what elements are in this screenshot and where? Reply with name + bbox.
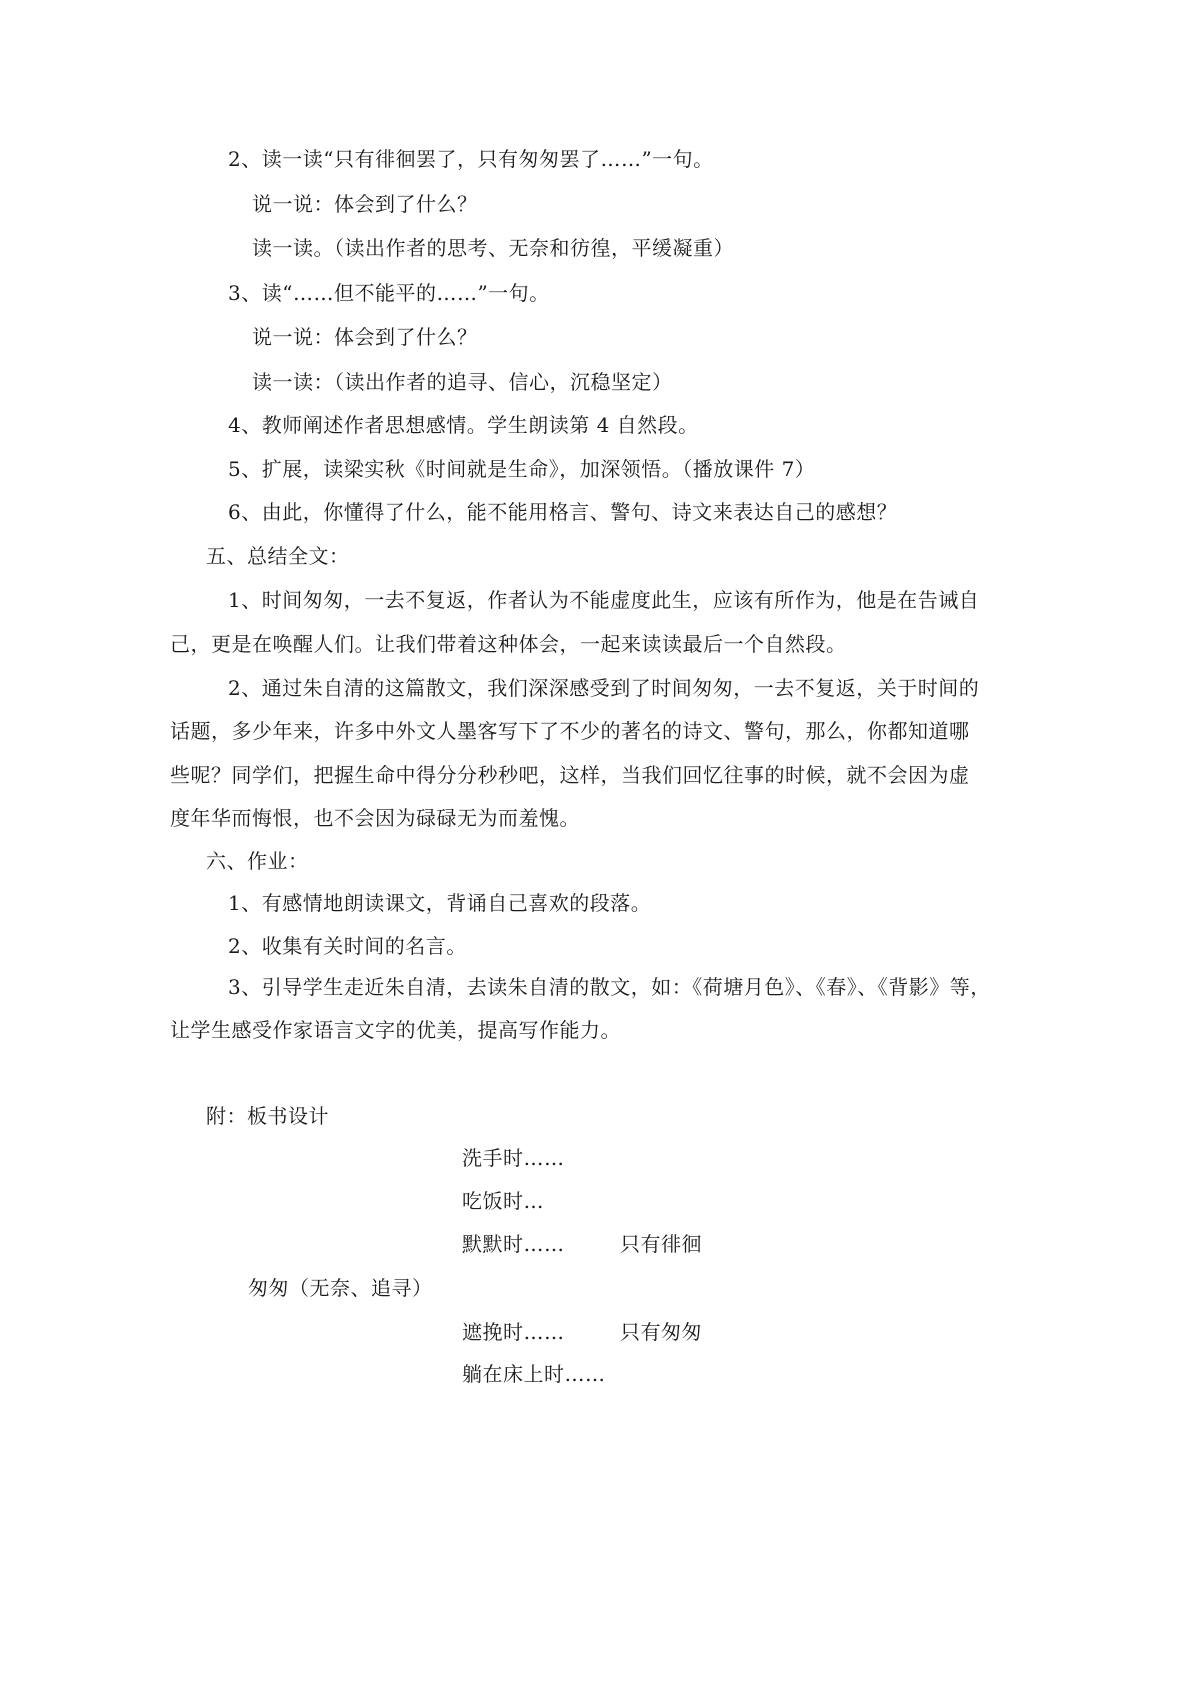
item-3-read: 读一读：（读出作者的追寻、信心，沉稳坚定） <box>252 370 673 394</box>
board-center-title: 匆匆（无奈、追寻） <box>248 1276 433 1300</box>
item-3-text: 3、读“……但不能平的……”一句。 <box>228 281 550 305</box>
summary-p1-line2: 己，更是在唤醒人们。让我们带着这种体会，一起来读读最后一个自然段。 <box>170 632 847 656</box>
section-6-heading: 六、作业： <box>206 849 309 873</box>
homework-1: 1、有感情地朗读课文，背诵自己喜欢的段落。 <box>228 891 652 915</box>
item-3-say: 说一说：体会到了什么？ <box>252 325 478 349</box>
summary-p1-line1: 1、时间匆匆，一去不复返，作者认为不能虚度此生，应该有所作为，他是在告诫自 <box>228 588 980 612</box>
board-item-wash-hands: 洗手时…… <box>462 1146 565 1170</box>
item-2-say: 说一说：体会到了什么？ <box>252 192 478 216</box>
summary-p2-line2: 话题，多少年来，许多中外文人墨客写下了不少的著名的诗文、警句，那么，你都知道哪 <box>170 719 970 743</box>
board-label-hurry: 只有匆匆 <box>620 1320 702 1344</box>
homework-3-line2: 让学生感受作家语言文字的优美，提高写作能力。 <box>170 1018 621 1042</box>
summary-p2-line3: 些呢？同学们，把握生命中得分分秒秒吧，这样，当我们回忆往事的时候，就不会因为虚 <box>170 763 970 787</box>
item-6-text: 6、由此，你懂得了什么，能不能用格言、警句、诗文来表达自己的感想？ <box>228 500 898 524</box>
section-5-heading: 五、总结全文： <box>206 544 350 568</box>
board-item-cover: 遮挽时…… <box>462 1320 565 1344</box>
item-2-read: 读一读。（读出作者的思考、无奈和彷徨，平缓凝重） <box>252 236 734 260</box>
item-4-text: 4、教师阐述作者思想感情。学生朗读第 4 自然段。 <box>228 413 699 437</box>
board-item-in-bed: 躺在床上时…… <box>462 1362 606 1386</box>
board-design-heading: 附：板书设计 <box>206 1104 329 1128</box>
item-2-text: 2、读一读“只有徘徊罢了，只有匆匆罢了……”一句。 <box>228 147 714 171</box>
homework-2: 2、收集有关时间的名言。 <box>228 934 467 958</box>
summary-p2-line4: 度年华而悔恨，也不会因为碌碌无为而羞愧。 <box>170 806 580 830</box>
homework-3-line1: 3、引导学生走近朱自清，去读朱自清的散文，如：《荷塘月色》、《春》、《背影》等， <box>228 975 991 999</box>
board-label-linger: 只有徘徊 <box>620 1232 702 1256</box>
board-item-silent: 默默时…… <box>462 1232 565 1256</box>
item-5-text: 5、扩展，读梁实秋《时间就是生命》，加深领悟。（播放课件 7） <box>228 457 816 481</box>
board-item-eating: 吃饭时… <box>462 1189 544 1213</box>
summary-p2-line1: 2、通过朱自清的这篇散文，我们深深感受到了时间匆匆，一去不复返，关于时间的 <box>228 676 980 700</box>
